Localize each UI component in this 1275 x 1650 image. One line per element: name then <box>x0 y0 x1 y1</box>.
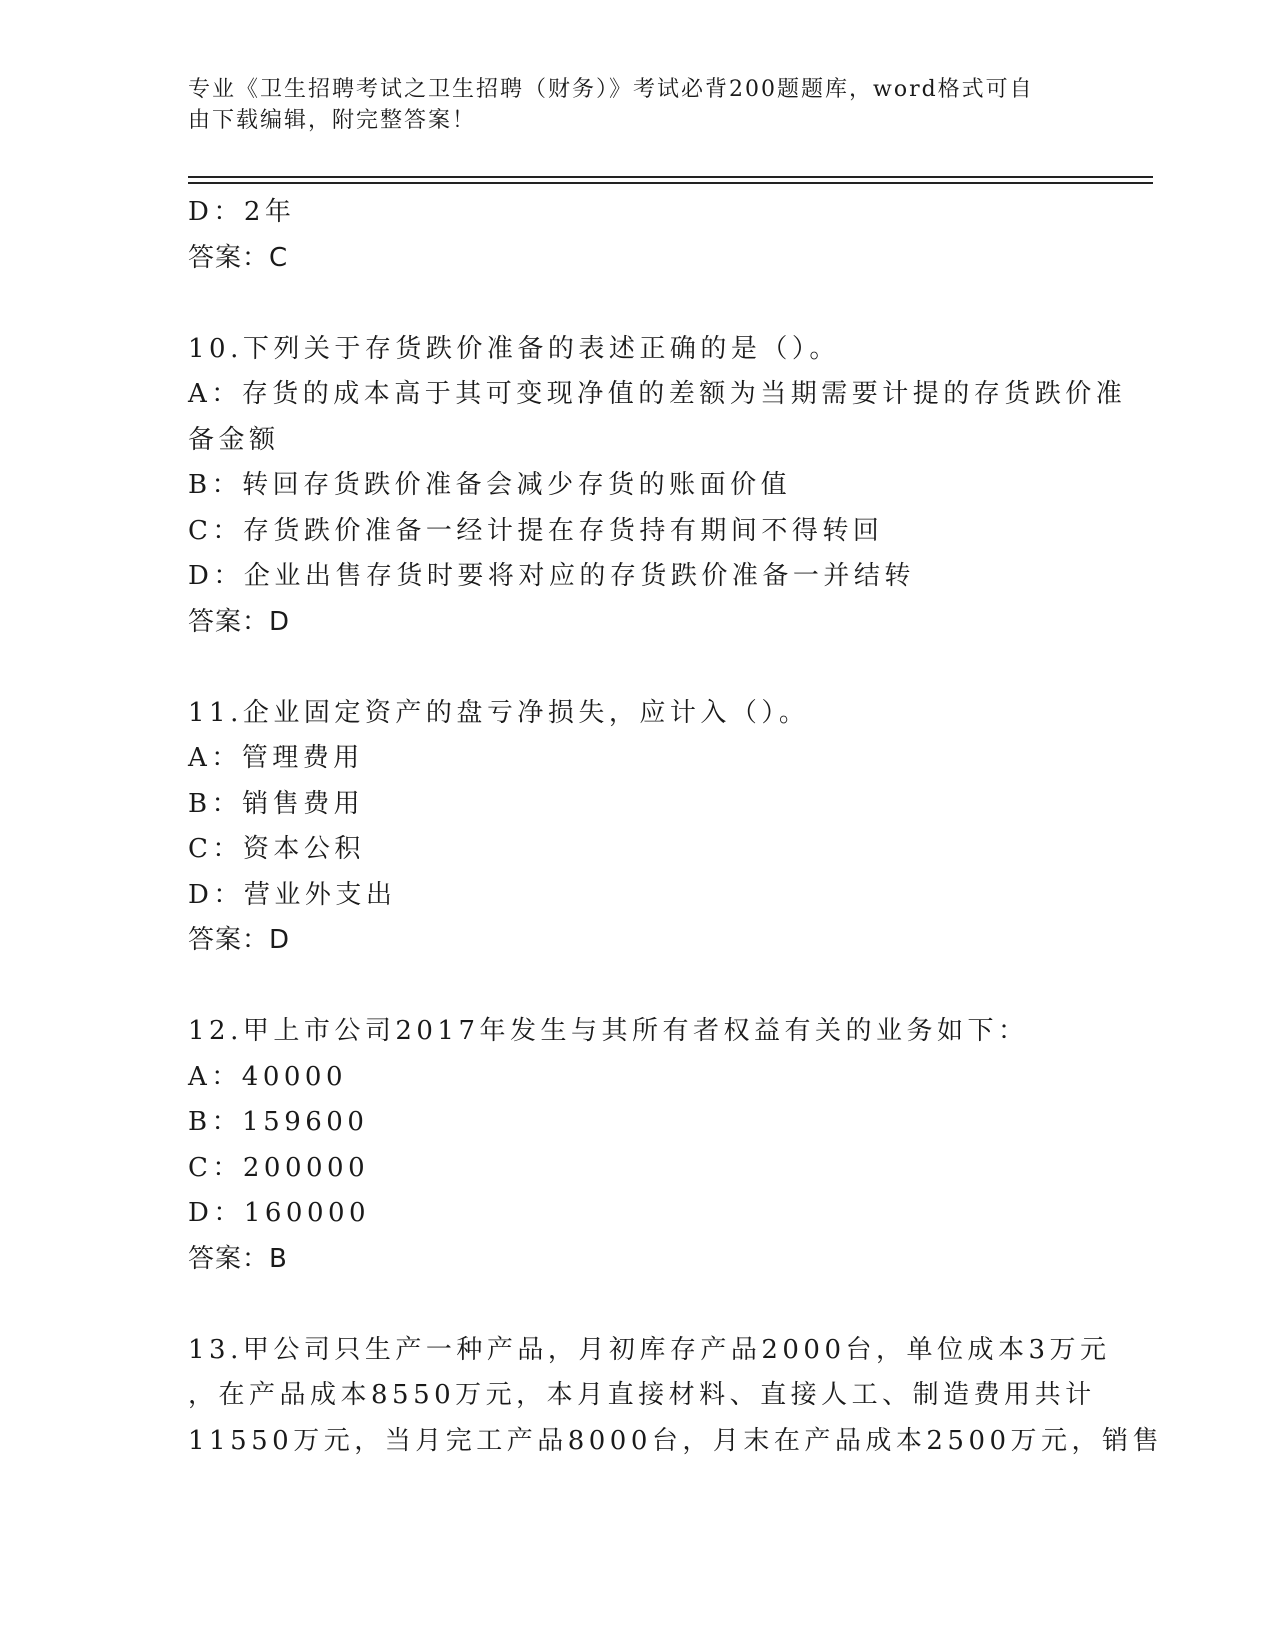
spacer <box>188 645 1088 691</box>
option-a: A：40000 <box>188 1061 347 1092</box>
option-d: D：企业出售存货时要将对应的存货跌价准备一并结转 <box>188 561 915 591</box>
answer-line: 答案：D <box>188 925 291 955</box>
question-12 <box>188 1009 1088 1282</box>
question-11 <box>188 691 1088 964</box>
question-text-line-2: ，在产品成本8550万元，本月直接材料、直接人工、制造费用共计 <box>188 1380 1096 1410</box>
document-header <box>188 74 1068 136</box>
answer-line: 答案：B <box>188 1243 288 1274</box>
option-a: A：管理费用 <box>188 743 364 773</box>
header-line-2: 由下载编辑，附完整答案！ <box>188 108 477 133</box>
header-divider-top <box>188 176 1153 178</box>
question-text-line-3: 11550万元，当月完工产品8000台，月末在产品成本2500万元，销售 <box>188 1425 1164 1456</box>
question-10 <box>188 327 1127 646</box>
question-text: 12.甲上市公司2017年发生与其所有者权益有关的业务如下： <box>188 1016 1029 1046</box>
spacer <box>188 964 1088 1010</box>
document-body <box>188 190 1164 1464</box>
question-text-line-1: 13.甲公司只生产一种产品，月初库存产品2000台，单位成本3万元 <box>188 1334 1111 1365</box>
question-13 <box>188 1328 1164 1465</box>
spacer <box>188 1282 1088 1328</box>
option-d: D：160000 <box>188 1198 371 1228</box>
option-b: B：转回存货跌价准备会减少存货的账面价值 <box>188 470 792 500</box>
question-text: 11.企业固定资产的盘亏净损失，应计入（）。 <box>188 697 810 728</box>
question-text: 10.下列关于存货跌价准备的表述正确的是（）。 <box>188 333 840 364</box>
option-d: D：营业外支出 <box>188 879 397 910</box>
option-b: B：销售费用 <box>188 788 365 819</box>
header-divider-bottom <box>188 182 1153 184</box>
previous-question-tail <box>188 190 1088 281</box>
option-a: A：存货的成本高于其可变现净值的差额为当期需要计提的存货跌价准 <box>188 379 1127 409</box>
option-c: C：200000 <box>188 1152 370 1183</box>
answer-line: 答案：C <box>188 242 289 273</box>
answer-line: 答案：D <box>188 606 291 637</box>
option-c: C：资本公积 <box>188 834 365 864</box>
spacer <box>188 281 1088 327</box>
option-a-continued: 备金额 <box>188 424 280 455</box>
option-b: B：159600 <box>188 1107 369 1137</box>
header-line-1: 专业《卫生招聘考试之卫生招聘（财务）》考试必背200题题库，word格式可自 <box>188 77 1034 102</box>
option-d: D：2年 <box>188 197 296 227</box>
option-c: C：存货跌价准备一经计提在存货持有期间不得转回 <box>188 515 884 546</box>
